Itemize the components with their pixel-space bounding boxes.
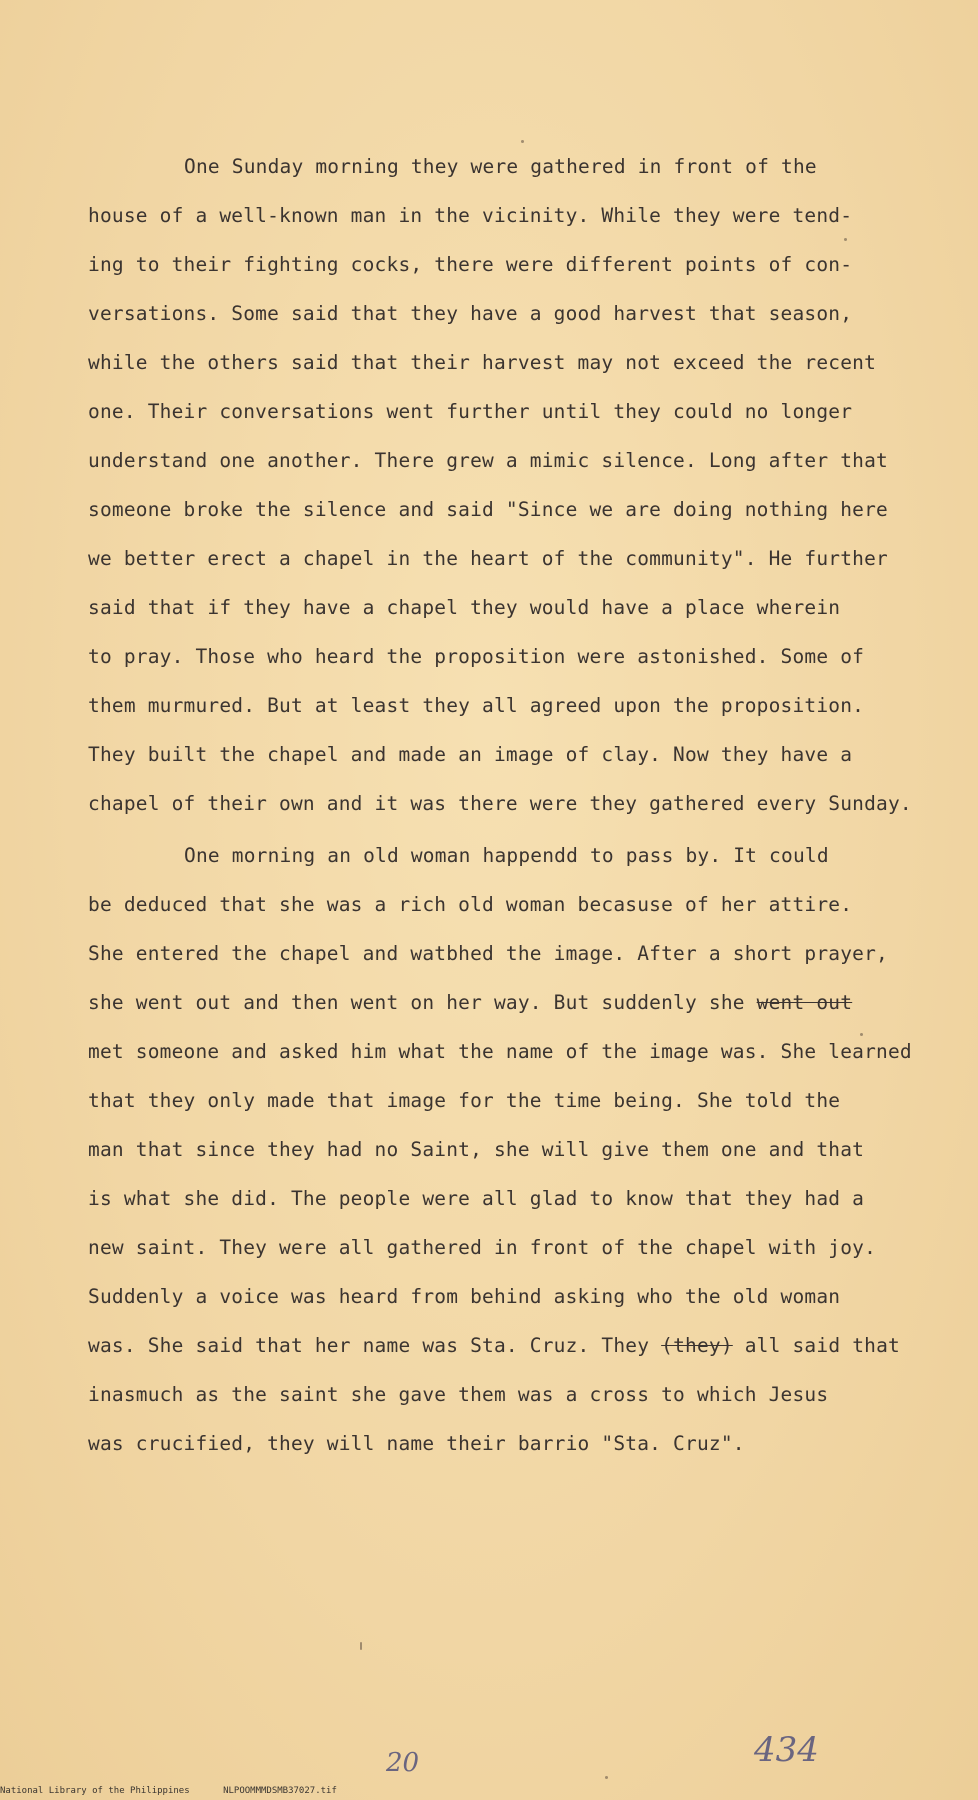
- handwritten-page-number: 20: [386, 1748, 420, 1778]
- text-line: One Sunday morning they were gathered in front of the: [184, 155, 817, 178]
- text-line: is what she did. The people were all glad to know that they had a: [88, 1187, 865, 1210]
- ink-speck: [860, 1033, 863, 1036]
- text-line: Suddenly a voice was heard from behind asking who the old woman: [88, 1285, 841, 1308]
- ink-speck: [360, 1642, 362, 1650]
- text-line: man that since they had no Saint, she will give them one and that: [88, 1138, 865, 1161]
- text-line: chapel of their own and it was there were they gathered every Sunday.: [88, 792, 912, 815]
- line-text: all said that: [744, 1334, 900, 1357]
- ink-speck: [605, 1776, 608, 1779]
- text-line: inasmuch as the saint she gave them was a cross to which Jesus: [88, 1383, 829, 1406]
- footer-file-id: NLPOOMMMDSMB37027.tif: [223, 1786, 337, 1796]
- struck-text: went out: [756, 991, 853, 1014]
- text-line: ing to their fighting cocks, there were different points of con-: [88, 253, 853, 276]
- footer-library: National Library of the Philippines: [0, 1786, 190, 1796]
- ink-speck: [521, 140, 524, 143]
- line-text: she went out and then went on her way. But suddenly she: [88, 991, 745, 1014]
- text-line: [88, 1321, 938, 1370]
- text-line: one. Their conversations went further until they could no longer: [88, 400, 853, 423]
- text-line: we better erect a chapel in the heart of the community". He further: [88, 547, 888, 570]
- handwritten-folio-number: 434: [754, 1730, 819, 1770]
- line-text: was. She said that her name was Sta. Cruz. They: [88, 1334, 650, 1357]
- text-line: versations. Some said that they have a good harvest that season,: [88, 302, 853, 325]
- text-line: that they only made that image for the time being. She told the: [88, 1089, 841, 1112]
- scan-footer: [0, 1786, 365, 1796]
- text-line: someone broke the silence and said "Since we are doing nothing here: [88, 498, 888, 521]
- text-line: new saint. They were all gathered in front of the chapel with joy.: [88, 1236, 877, 1259]
- text-line: be deduced that she was a rich old woman becasuse of her attire.: [88, 893, 853, 916]
- text-line: She entered the chapel and watbhed the image. After a short prayer,: [88, 942, 888, 965]
- text-line: [88, 978, 938, 1027]
- ink-speck: [844, 238, 847, 241]
- text-line: One morning an old woman happendd to pass by. It could: [184, 844, 829, 867]
- struck-text: (they): [661, 1334, 733, 1357]
- text-line: to pray. Those who heard the proposition were astonished. Some of: [88, 645, 865, 668]
- text-line: said that if they have a chapel they would have a place wherein: [88, 596, 841, 619]
- text-line: was crucified, they will name their barrio "Sta. Cruz".: [88, 1432, 745, 1455]
- paragraph-1: [88, 142, 938, 828]
- text-line: met someone and asked him what the name of the image was. She learned: [88, 1040, 912, 1063]
- text-line: understand one another. There grew a mimic silence. Long after that: [88, 449, 888, 472]
- text-line: them murmured. But at least they all agreed upon the proposition.: [88, 694, 865, 717]
- text-line: while the others said that their harvest may not exceed the recent: [88, 351, 877, 374]
- text-line: house of a well-known man in the vicinity. While they were tend-: [88, 204, 853, 227]
- text-line: They built the chapel and made an image of clay. Now they have a: [88, 743, 853, 766]
- paragraph-2: [88, 831, 938, 1468]
